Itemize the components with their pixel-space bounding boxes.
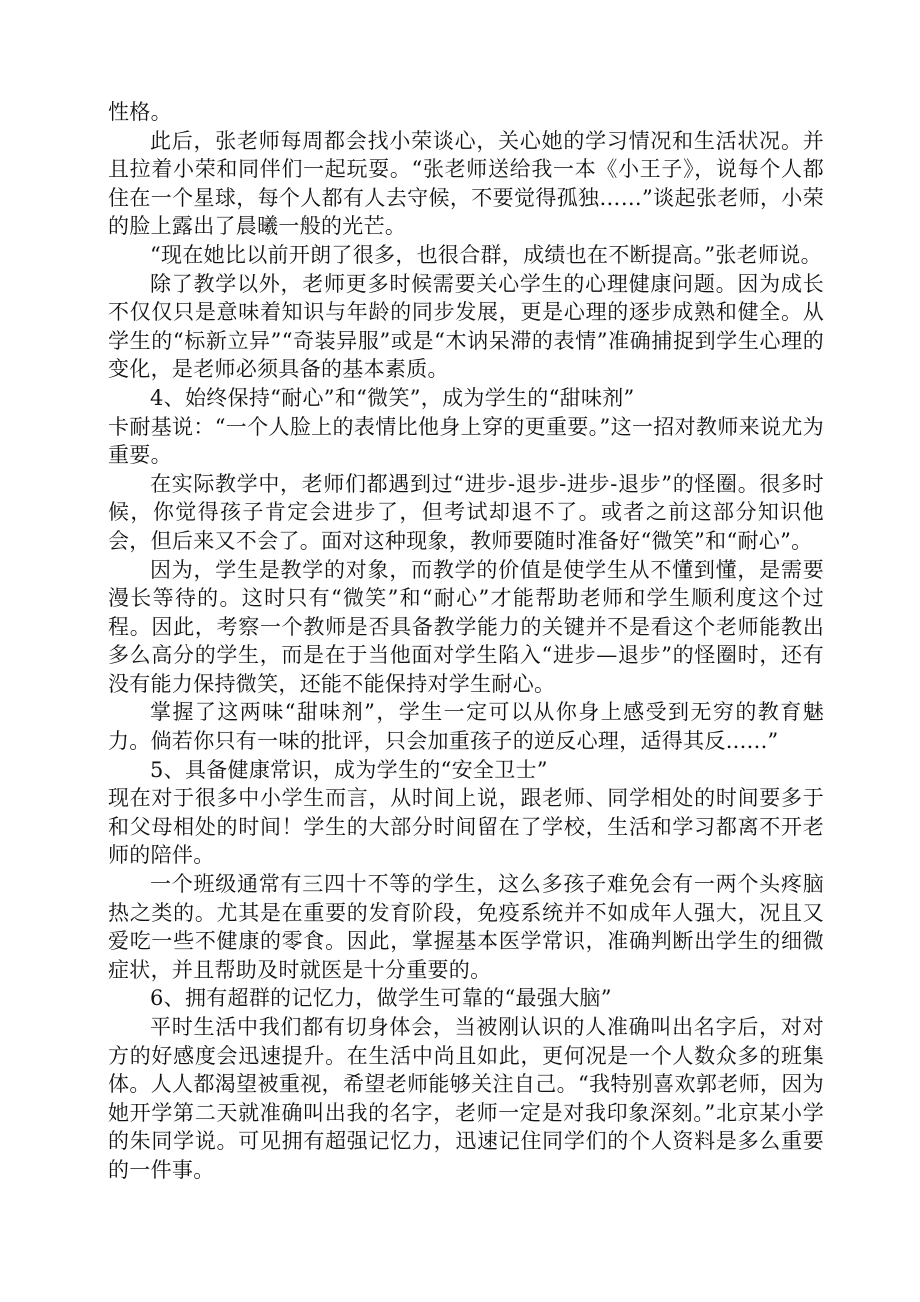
section-heading-5: 5、具备健康常识，成为学生的“安全卫士” [150,757,548,782]
section-heading-4: 4、始终保持“耐心”和“微笑”，成为学生的“甜味剂” [150,385,635,410]
paragraph-sweetener: 掌握了这两味“甜味剂”，学生一定可以从你身上感受到无穷的教育魅力。倘若你只有一味的批评，只会加重孩子的逆反心理，适得其反......” [108,700,824,754]
paragraph-time-with-teachers: 现在对于很多中小学生而言，从时间上说，跟老师、同学相处的时间要多于和父母相处的时间！学生的大部分时间留在了学校，生活和学习都离不开老师的陪伴。 [108,786,824,868]
paragraph-progress-cycle: 在实际教学中，老师们都遇到过“进步-退步-进步-退步”的怪圈。很多时候，你觉得孩子肯定会进步了，但考试却退不了。或者之前这部分知识他会，但后来又不会了。面对这种现象，教师要随时准备好“微笑”和“耐心”。 [108,471,824,553]
paragraph-mental-health: 除了教学以外，老师更多时候需要关心学生的心理健康问题。因为成长不仅仅只是意味着知识与年龄的同步发展，更是心理的逐步成熟和健全。从学生的“标新立异”“奇装异服”或是“木讷呆滞的表情”准确捕捉到学生心理的变化，是老师必须具备的基本素质。 [108,271,824,382]
paragraph-teacher-zhang-quote: “现在她比以前开朗了很多，也很合群，成绩也在不断提高。”张老师说。 [150,242,822,267]
paragraph-memory: 平时生活中我们都有切身体会，当被刚认识的人准确叫出名字后，对对方的好感度会迅速提升。在生活中尚且如此，更何况是一个人数众多的班集体。人人都渴望被重视，希望老师能够关注自己。“我特别喜欢郭老师，因为她开学第二天就准确叫出我的名字，老师一定是对我印象深刻。”北京某小学的朱同学说。可见拥有超强记忆力，迅速记住同学们的个人资料是多么重要的一件事。 [108,1015,824,1182]
paragraph-teacher-zhang-care: 此后，张老师每周都会找小荣谈心，关心她的学习情况和生活状况。并且拉着小荣和同伴们一起玩耍。“张老师送给我一本《小王子》，说每个人都住在一个星球，每个人都有人去守候，不要觉得孤独……”谈起张老师，小荣的脸上露出了晨曦一般的光芒。 [108,128,824,239]
document-body [108,98,824,1185]
section-heading-6: 6、拥有超群的记忆力，做学生可靠的“最强大脑” [150,986,612,1011]
paragraph-patience-smile: 因为，学生是教学的对象，而教学的价值是使学生从不懂到懂，是需要漫长等待的。这时只有“微笑”和“耐心”才能帮助老师和学生顺利度这个过程。因此，考察一个教师是否具备教学能力的关键并不是看这个老师能教出多么高分的学生，而是在于当他面对学生陷入“进步—退步”的怪圈时，还有没有能力保持微笑，还能不能保持对学生耐心。 [108,557,824,696]
paragraph-personality-end: 性格。 [108,100,172,124]
paragraph-health-knowledge: 一个班级通常有三四十不等的学生，这么多孩子难免会有一两个头疼脑热之类的。尤其是在重要的发育阶段，免疫系统并不如成年人强大，况且又爱吃一些不健康的零食。因此，掌握基本医学常识，准确判断出学生的细微症状，并且帮助及时就医是十分重要的。 [108,872,824,982]
paragraph-carnegie-quote: 卡耐基说：“一个人脸上的表情比他身上穿的更重要。”这一招对教师来说尤为重要。 [108,414,824,468]
